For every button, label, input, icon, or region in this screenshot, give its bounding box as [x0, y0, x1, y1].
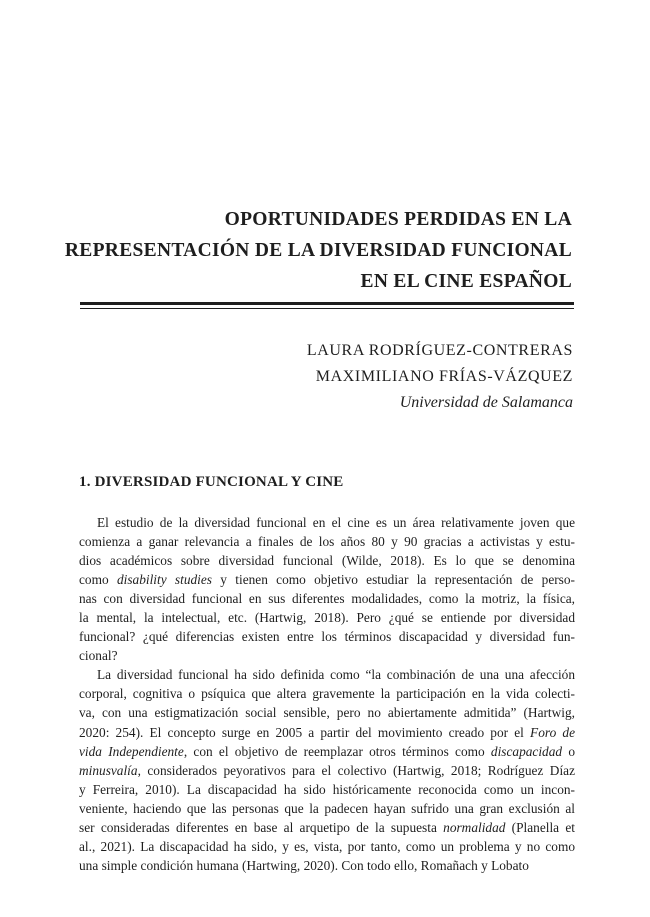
chapter-title-line-3: EN EL CINE ESPAÑOL: [360, 271, 572, 292]
paragraph-1-line-4: [79, 570, 575, 589]
text-run: , con el objetivo de reemplazar otros términos como: [183, 743, 491, 759]
italic-term: vida Independiente: [79, 743, 184, 759]
author-affiliation: Universidad de Salamanca: [399, 394, 573, 411]
paragraph-2: [79, 665, 575, 875]
text-run: (Planella et: [505, 819, 575, 835]
paragraph-2-line-5: [79, 742, 575, 761]
body-text: [79, 513, 575, 875]
chapter-title-line-2: REPRESENTACIÓN DE LA DIVERSIDAD FUNCIONAL: [64, 240, 572, 261]
paragraph-2-line-11: una simple condición humana (Hartwing, 2020). Con todo ello, Romañach y Lobato: [79, 857, 529, 873]
text-run: ser consideradas diferentes en base al arquetipo de la supuesta: [79, 819, 444, 835]
paragraph-2-line-10: al., 2021). La discapacidad ha sido, y es, vista, por tanto, como un problema y no como: [79, 838, 575, 854]
italic-term: Foro de: [530, 724, 575, 740]
text-run: como: [79, 572, 117, 588]
paragraph-2-line-6: [79, 761, 575, 780]
paragraph-1-line-5: nas con diversidad funcional en sus diferentes modalidades, como la motriz, la física,: [79, 591, 575, 607]
text-run: y tienen como objetivo estudiar la representación de perso-: [212, 572, 575, 588]
paragraph-1-line-1: El estudio de la diversidad funcional en el cine es un área relativamente joven que: [97, 515, 575, 530]
paragraph-1-line-8: cional?: [79, 648, 118, 664]
paragraph-1-line-7: funcional? ¿qué diferencias existen entre los términos discapacidad y diversidad fun-: [79, 629, 575, 645]
chapter-title: [52, 204, 572, 297]
italic-term: disability studies: [116, 572, 212, 588]
chapter-title-line-1: OPORTUNIDADES PERDIDAS EN LA: [224, 209, 572, 230]
paragraph-2-line-4: [79, 723, 575, 742]
paragraph-1: [79, 513, 575, 665]
paragraph-2-line-3: va, con una estigmatización social sensible, pero no abiertamente admitida” (Hartwig,: [79, 705, 575, 721]
italic-term: minusvalía: [79, 762, 138, 778]
paragraph-1-line-3: dios académicos sobre diversidad funcional (Wilde, 2018). Es lo que se denomina: [79, 553, 575, 569]
section-heading: 1. DIVERSIDAD FUNCIONAL Y CINE: [79, 474, 344, 490]
paragraph-2-line-9: [79, 818, 575, 837]
text-run: 2020: 254). El concepto surge en 2005 a partir del movimiento creado por el: [79, 724, 531, 740]
text-run: , considerados peyorativos para el colectivo (Hartwig, 2018; Rodríguez Díaz: [137, 762, 575, 778]
text-run: o: [562, 743, 576, 759]
paragraph-2-line-7: y Ferreira, 2010). La discapacidad ha sido históricamente reconocida como un incon-: [79, 781, 575, 797]
paragraph-2-line-8: veniente, haciendo que las personas que la padecen hayan sufrido una gran exclusión al: [79, 800, 575, 816]
paragraph-2-line-1: La diversidad funcional ha sido definida como “la combinación de una una afección: [97, 667, 575, 683]
italic-term: discapacidad: [490, 743, 563, 759]
author-name-2: MAXIMILIANO FRÍAS-VÁZQUEZ: [315, 368, 573, 385]
paragraph-2-line-2: corporal, cognitiva o psíquica que altera gravemente la participación en la vida colecti-: [79, 686, 575, 702]
author-name-1: LAURA RODRÍGUEZ-CONTRERAS: [306, 342, 573, 359]
paragraph-1-line-2: comienza a ganar relevancia a finales de los años 80 y 90 gracias a activistas y estu-: [79, 534, 575, 550]
paragraph-1-line-6: la mental, la intelectual, etc. (Hartwig, 2018). Pero ¿qué se entiende por diversidad: [79, 610, 575, 626]
italic-term: normalidad: [443, 819, 506, 835]
author-block: [153, 338, 573, 416]
title-rule-thick: [80, 302, 574, 305]
title-rule-thin: [80, 308, 574, 309]
